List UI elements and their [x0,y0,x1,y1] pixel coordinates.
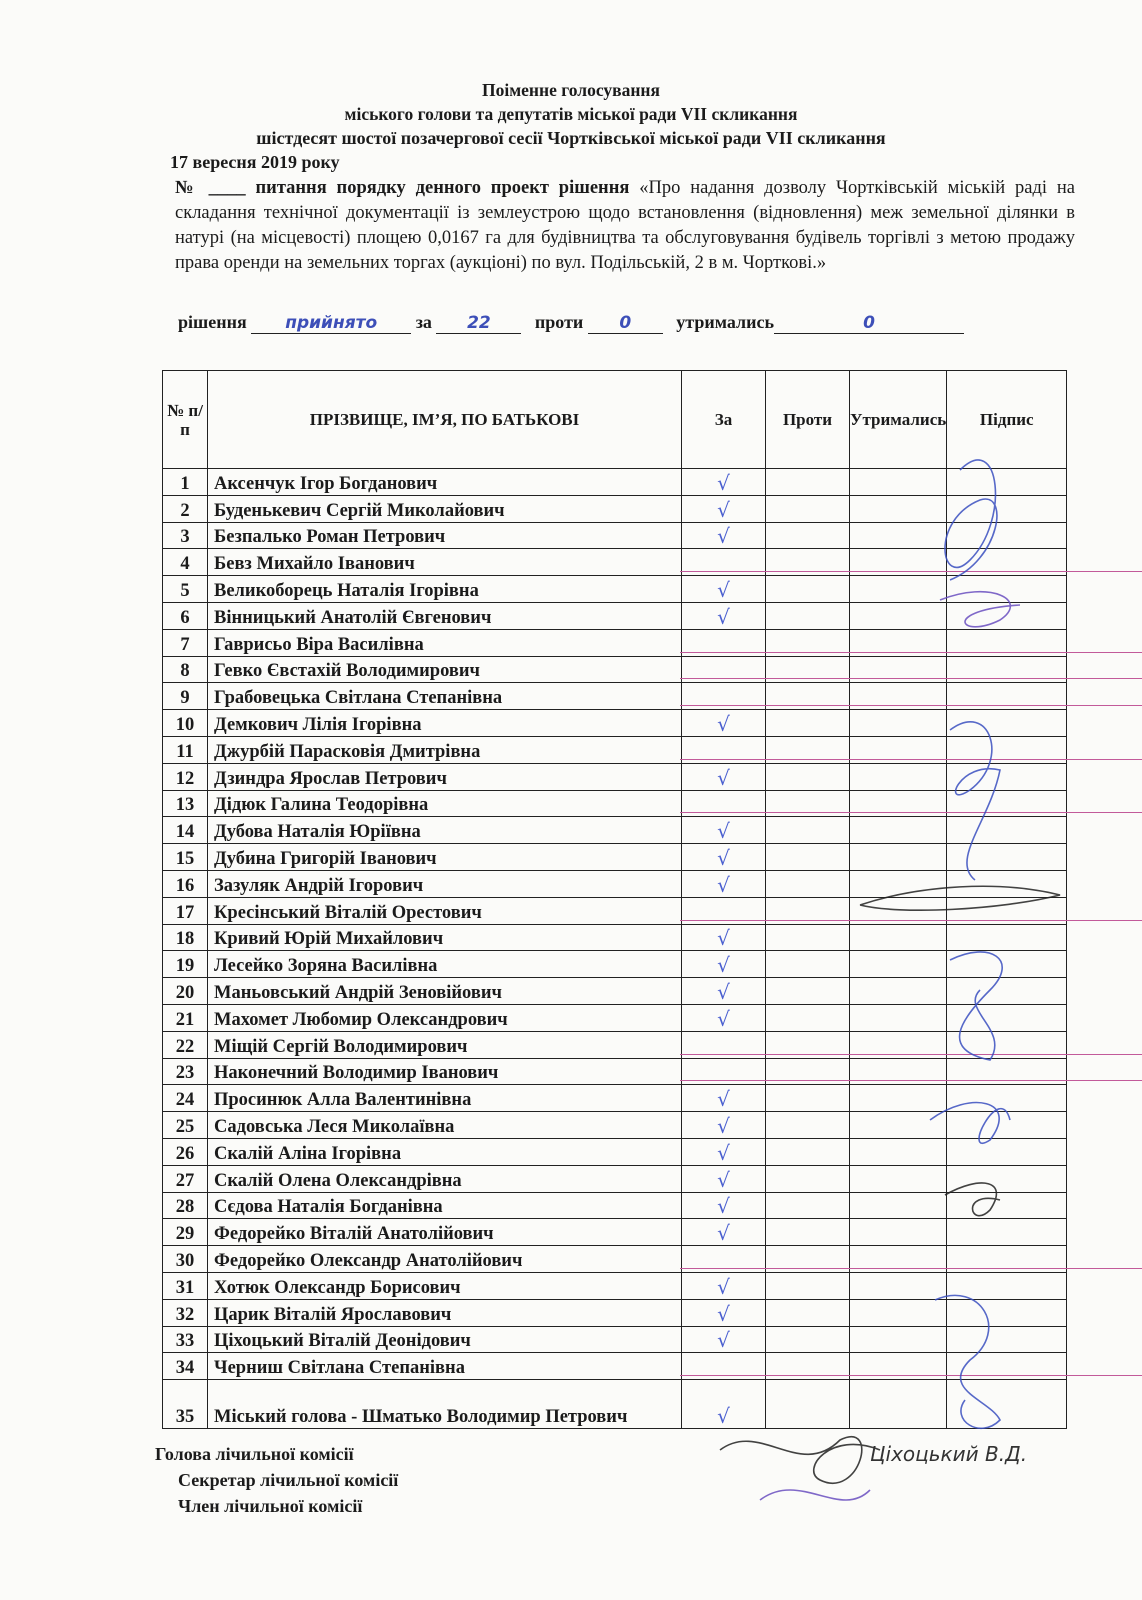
row-abstain-vote [850,602,947,629]
table-row [163,1246,1067,1273]
row-signature [947,817,1067,844]
row-name: Міський голова - Шматько Володимир Петрович [208,1380,682,1429]
row-name: Лесейко Зоряна Василівна [208,951,682,978]
row-name: Садовська Леся Миколаївна [208,1112,682,1139]
row-signature [947,951,1067,978]
row-signature [947,1004,1067,1031]
row-number: 31 [163,1272,208,1299]
row-abstain-vote [850,951,947,978]
row-for-vote [682,549,766,576]
row-number: 12 [163,763,208,790]
row-number: 18 [163,924,208,951]
row-for-vote: √ [682,870,766,897]
row-abstain-vote [850,978,947,1005]
row-against-vote [766,1192,850,1219]
row-number: 13 [163,790,208,817]
table-row [163,495,1067,522]
row-abstain-vote [850,576,947,603]
for-value: 22 [436,313,521,334]
signature-mark [720,1437,880,1483]
vote-rows [163,469,1067,1429]
row-for-vote: √ [682,1112,766,1139]
row-signature [947,763,1067,790]
row-number: 32 [163,1299,208,1326]
row-name: Кресінський Віталій Орестович [208,897,682,924]
table-row [163,1272,1067,1299]
row-signature [947,870,1067,897]
row-number: 5 [163,576,208,603]
table-row [163,763,1067,790]
table-row [163,924,1067,951]
table-row [163,683,1067,710]
row-signature [947,844,1067,871]
table-row [163,1380,1067,1429]
row-abstain-vote [850,844,947,871]
row-signature [947,602,1067,629]
row-name: Дідюк Галина Теодорівна [208,790,682,817]
row-signature [947,469,1067,496]
row-number: 35 [163,1380,208,1429]
row-name: Дубина Григорій Іванович [208,844,682,871]
row-for-vote: √ [682,602,766,629]
row-name: Гевко Євстахій Володимирович [208,656,682,683]
table-row [163,897,1067,924]
row-number: 19 [163,951,208,978]
row-for-vote [682,790,766,817]
row-name: Просинюк Алла Валентинівна [208,1085,682,1112]
row-signature [947,1380,1067,1429]
row-number: 24 [163,1085,208,1112]
row-abstain-vote [850,1165,947,1192]
row-name: Буденькевич Сергій Миколайович [208,495,682,522]
row-signature [947,1192,1067,1219]
row-against-vote [766,1112,850,1139]
row-signature [947,1085,1067,1112]
footer-secretary: Секретар лічильної комісії [178,1470,399,1490]
row-abstain-vote [850,1272,947,1299]
row-for-vote [682,736,766,763]
col-against-header: Проти [766,371,850,469]
row-for-vote: √ [682,469,766,496]
table-row [163,1004,1067,1031]
doc-date: 17 вересня 2019 року [170,152,340,172]
row-abstain-vote [850,469,947,496]
row-name: Федорейко Віталій Анатолійович [208,1219,682,1246]
col-signature-header: Підпис [947,371,1067,469]
row-number: 2 [163,495,208,522]
row-for-vote: √ [682,763,766,790]
doc-subtitle: міського голови та депутатів міської ради VII скликання [344,104,798,124]
agenda-paragraph [175,176,1075,276]
row-name: Наконечний Володимир Іванович [208,1058,682,1085]
row-abstain-vote [850,495,947,522]
row-number: 8 [163,656,208,683]
row-against-vote [766,844,850,871]
signature-mark [760,1490,870,1500]
against-value: 0 [588,313,663,334]
row-for-vote: √ [682,1380,766,1429]
row-for-vote: √ [682,1138,766,1165]
row-abstain-vote [850,522,947,549]
doc-session: шістдесят шостої позачергової сесії Чортківської міської ради VII скликання [256,128,886,148]
row-abstain-vote [850,1138,947,1165]
col-abstain-header: Утримались [850,371,947,469]
row-number: 30 [163,1246,208,1273]
row-signature [947,1219,1067,1246]
col-name-header: ПРІЗВИЩЕ, ІМ’Я, ПО БАТЬКОВІ [208,371,682,469]
row-against-vote [766,522,850,549]
row-number: 6 [163,602,208,629]
row-name: Гаврисьо Віра Василівна [208,629,682,656]
row-against-vote [766,978,850,1005]
table-row [163,576,1067,603]
row-for-vote: √ [682,1299,766,1326]
row-against-vote [766,1380,850,1429]
row-for-vote: √ [682,844,766,871]
table-row [163,710,1067,737]
row-for-vote: √ [682,1219,766,1246]
col-num-header: № п/п [163,371,208,469]
row-number: 28 [163,1192,208,1219]
row-for-vote: √ [682,817,766,844]
row-against-vote [766,870,850,897]
row-for-vote [682,629,766,656]
row-name: Царик Віталій Ярославович [208,1299,682,1326]
row-against-vote [766,469,850,496]
row-abstain-vote [850,817,947,844]
row-name: Аксенчук Ігор Богданович [208,469,682,496]
row-for-vote: √ [682,576,766,603]
table-row [163,549,1067,576]
abstain-label: утримались [676,312,774,332]
row-name: Вінницький Анатолій Євгенович [208,602,682,629]
table-row [163,978,1067,1005]
row-name: Федорейко Олександр Анатолійович [208,1246,682,1273]
row-abstain-vote [850,1004,947,1031]
row-number: 21 [163,1004,208,1031]
row-number: 4 [163,549,208,576]
row-number: 7 [163,629,208,656]
row-name: Зазуляк Андрій Ігорович [208,870,682,897]
row-for-vote: √ [682,951,766,978]
decision-label: рішення [178,312,247,332]
row-number: 23 [163,1058,208,1085]
row-number: 16 [163,870,208,897]
doc-title: Поіменне голосування [482,80,660,100]
row-number: 1 [163,469,208,496]
table-row [163,951,1067,978]
row-name: Хотюк Олександр Борисович [208,1272,682,1299]
row-number: 26 [163,1138,208,1165]
table-row [163,1031,1067,1058]
row-number: 10 [163,710,208,737]
row-name: Кривий Юрій Михайлович [208,924,682,951]
row-for-vote: √ [682,495,766,522]
row-name: Скалій Аліна Ігорівна [208,1138,682,1165]
row-number: 20 [163,978,208,1005]
row-for-vote: √ [682,978,766,1005]
row-signature [947,1138,1067,1165]
row-against-vote [766,763,850,790]
row-abstain-vote [850,1326,947,1353]
row-against-vote [766,951,850,978]
row-name: Грабовецька Світлана Степанівна [208,683,682,710]
row-name: Скалій Олена Олександрівна [208,1165,682,1192]
table-row [163,1299,1067,1326]
row-name: Безпалько Роман Петрович [208,522,682,549]
against-label: проти [534,312,584,332]
row-abstain-vote [850,924,947,951]
row-signature [947,522,1067,549]
row-against-vote [766,1085,850,1112]
row-for-vote [682,683,766,710]
row-name: Махомет Любомир Олександрович [208,1004,682,1031]
row-for-vote: √ [682,1085,766,1112]
row-name: Бевз Михайло Іванович [208,549,682,576]
vote-table [162,370,1067,1429]
row-for-vote [682,897,766,924]
table-row [163,1326,1067,1353]
row-number: 15 [163,844,208,871]
row-for-vote [682,1031,766,1058]
row-against-vote [766,602,850,629]
row-abstain-vote [850,1299,947,1326]
row-signature [947,495,1067,522]
table-row [163,1112,1067,1139]
row-against-vote [766,1219,850,1246]
handwritten-chair-name: Ціхоцький В.Д. [870,1442,1028,1466]
row-name: Великоборець Наталія Ігорівна [208,576,682,603]
row-signature [947,1165,1067,1192]
row-against-vote [766,1272,850,1299]
row-number: 11 [163,736,208,763]
table-row [163,1192,1067,1219]
row-against-vote [766,495,850,522]
row-number: 27 [163,1165,208,1192]
table-row [163,736,1067,763]
agenda-text: «Про надання дозволу Чортківській міській раді на складання технічної документації із землеустрою щодо встановлення (відновлення) меж земельної ділянки в натурі (на місцевості) площею 0,0167 га для будівництва та обслуговування будівель торгівлі з метою продажу права оренди на земельних торгах (аукціоні) по вул. Подільській, 2 в м. Чорткові.» [175,178,1075,273]
row-name: Дубова Наталія Юріївна [208,817,682,844]
table-row [163,1219,1067,1246]
row-for-vote [682,656,766,683]
footer-chair: Голова лічильної комісії [155,1444,354,1464]
row-for-vote: √ [682,1326,766,1353]
row-against-vote [766,1299,850,1326]
row-abstain-vote [850,1380,947,1429]
table-row [163,790,1067,817]
row-against-vote [766,924,850,951]
row-name: Демкович Лілія Ігорівна [208,710,682,737]
row-name: Маньовський Андрій Зеновійович [208,978,682,1005]
row-abstain-vote [850,1192,947,1219]
table-row [163,1085,1067,1112]
row-signature [947,710,1067,737]
row-signature [947,1112,1067,1139]
row-abstain-vote [850,1219,947,1246]
table-row [163,870,1067,897]
row-name: Сєдова Наталія Богданівна [208,1192,682,1219]
table-row [163,469,1067,496]
row-signature [947,1299,1067,1326]
row-for-vote: √ [682,710,766,737]
table-row [163,844,1067,871]
row-against-vote [766,1326,850,1353]
row-for-vote: √ [682,522,766,549]
table-row [163,522,1067,549]
row-signature [947,924,1067,951]
table-row [163,602,1067,629]
row-against-vote [766,576,850,603]
row-for-vote [682,1353,766,1380]
row-abstain-vote [850,1112,947,1139]
abstain-value: 0 [774,313,964,334]
row-against-vote [766,817,850,844]
agenda-prefix: № ____ питання порядку денного проект рішення [175,178,630,198]
row-signature [947,1272,1067,1299]
table-row [163,1353,1067,1380]
row-against-vote [766,1138,850,1165]
row-signature [947,978,1067,1005]
row-against-vote [766,1004,850,1031]
row-name: Ціхоцький Віталій Деонідович [208,1326,682,1353]
row-for-vote: √ [682,1004,766,1031]
table-row [163,1165,1067,1192]
row-name: Джурбій Парасковія Дмитрівна [208,736,682,763]
row-number: 29 [163,1219,208,1246]
row-name: Черниш Світлана Степанівна [208,1353,682,1380]
row-name: Міщій Сергій Володимирович [208,1031,682,1058]
row-abstain-vote [850,763,947,790]
table-row [163,629,1067,656]
row-number: 9 [163,683,208,710]
row-number: 33 [163,1326,208,1353]
row-against-vote [766,710,850,737]
row-abstain-vote [850,710,947,737]
row-number: 25 [163,1112,208,1139]
row-number: 34 [163,1353,208,1380]
row-number: 3 [163,522,208,549]
row-abstain-vote [850,1085,947,1112]
footer-member: Член лічильної комісії [178,1496,363,1516]
row-number: 14 [163,817,208,844]
decision-value: прийнято [251,313,411,334]
for-label: за [415,312,432,332]
result-line [178,312,964,334]
table-row [163,1138,1067,1165]
table-row [163,817,1067,844]
row-number: 17 [163,897,208,924]
row-for-vote: √ [682,1192,766,1219]
row-signature [947,1326,1067,1353]
row-name: Дзиндра Ярослав Петрович [208,763,682,790]
row-against-vote [766,1165,850,1192]
row-for-vote [682,1246,766,1273]
row-for-vote: √ [682,1272,766,1299]
row-number: 22 [163,1031,208,1058]
row-for-vote: √ [682,924,766,951]
row-for-vote [682,1058,766,1085]
row-abstain-vote [850,870,947,897]
table-row [163,656,1067,683]
table-row [163,1058,1067,1085]
col-for-header: За [682,371,766,469]
row-for-vote: √ [682,1165,766,1192]
row-signature [947,576,1067,603]
